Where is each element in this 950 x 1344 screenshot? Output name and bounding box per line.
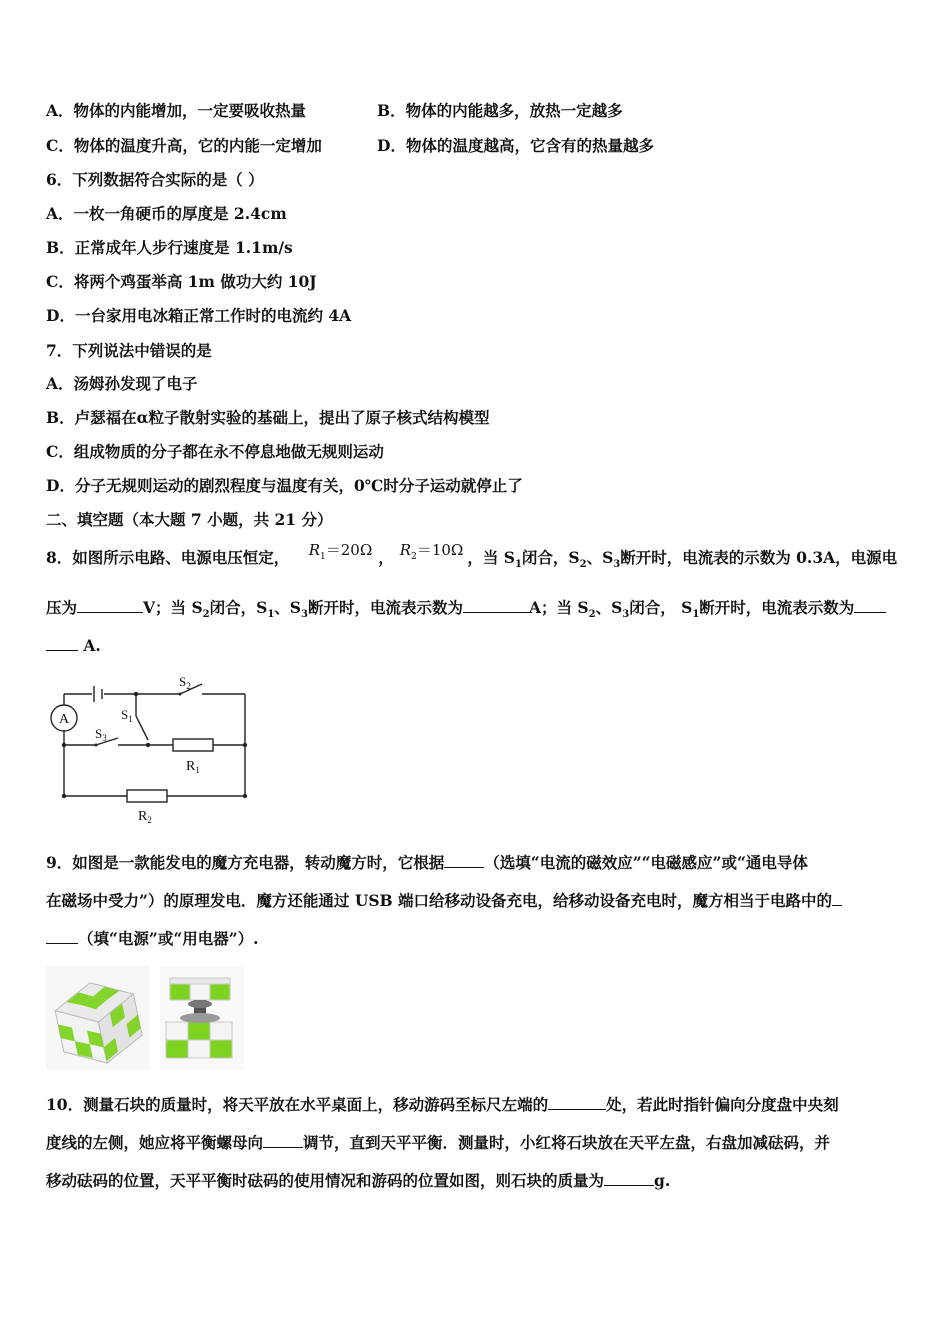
q7-stem: 7．下列说法中错误的是 — [46, 341, 212, 360]
q5-option-b: B．物体的内能越多，放热一定越多 — [377, 101, 623, 120]
q5-option-d: D．物体的温度越高，它含有的热量越多 — [377, 136, 654, 155]
s3-label: $S_3$ — [95, 726, 107, 743]
r1-label: $R_1$ — [186, 759, 200, 775]
q10-blank-3[interactable] — [604, 1171, 654, 1186]
q10-blank-1[interactable] — [548, 1095, 606, 1110]
q9-line2: 在磁场中受力”）的原理发电．魔方还能通过 USB 端口给移动设备充电，给移动设备充电时，魔方相当于电路中的 — [46, 890, 842, 912]
q5-options-row2 — [46, 135, 654, 157]
q10-line1: 10．测量石块的质量时，将天平放在水平桌面上，移动游码至标尺左端的 处，若此时指针偏向分度盘中央刻 — [46, 1095, 839, 1114]
ammeter-label: A — [58, 712, 70, 727]
s1-label: $S_1$ — [121, 707, 133, 724]
q8-blank-2[interactable] — [463, 598, 529, 613]
magic-cube-image-2 — [160, 966, 244, 1070]
q7-option-b: B．卢瑟福在α粒子散射实验的基础上，提出了原子核式结构模型 — [46, 408, 490, 427]
r2-resistor — [127, 790, 167, 802]
q6-option-a: A．一枚一角硬币的厚度是 2.4cm — [46, 204, 287, 223]
q8-line2: 压为 V；当 $S_2$闭合，$S_1$、$S_3$断开时，电流表示数为 A；当 $S_2$、$S_3$闭合， $S_1$断开时，电流表示数为 — [46, 597, 886, 626]
q9-line3: （填“电源”或“用电器”）. — [46, 928, 259, 950]
q9-blank-1[interactable] — [444, 853, 484, 868]
q9-blank-2b[interactable] — [46, 929, 78, 944]
q7-option-c: C．组成物质的分子都在永不停息地做无规则运动 — [46, 442, 384, 461]
r1-resistor — [173, 739, 213, 751]
q10-blank-2[interactable] — [263, 1133, 303, 1148]
q6-option-d: D．一台家用电冰箱正常工作时的电流约 4A — [46, 306, 352, 325]
q10-line2: 度线的左侧，她应将平衡螺母向 调节，直到天平平衡．测量时，小红将石块放在天平左盘，右盘加减砝码，并 — [46, 1133, 831, 1152]
q7-option-d: D．分子无规则运动的剧烈程度与温度有关，0℃时分子运动就停止了 — [46, 476, 523, 495]
q9-blank-2a[interactable] — [832, 891, 842, 906]
s1-switch — [136, 716, 148, 740]
q6-stem: 6．下列数据符合实际的是（ ） — [46, 170, 264, 189]
q5-option-c: C．物体的温度升高，它的内能一定增加 — [46, 136, 322, 155]
r2-label: $R_2$ — [138, 809, 152, 825]
q10-line3: 移动砝码的位置，天平平衡时砝码的使用情况和游码的位置如图，则石块的质量为 g. — [46, 1171, 671, 1190]
circuit-diagram — [40, 672, 260, 832]
q8-blank-1[interactable] — [77, 598, 143, 613]
q8-blank-3a[interactable] — [854, 598, 886, 613]
section-heading: 二、填空题（本大题 7 小题，共 21 分） — [46, 510, 333, 529]
q7-option-a: A．汤姆孙发现了电子 — [46, 374, 198, 393]
q8-blank-3b[interactable] — [46, 636, 78, 651]
magic-cube-image-1 — [46, 966, 150, 1070]
q6-option-b: B．正常成年人步行速度是 1.1m/s — [46, 238, 293, 257]
q8-line1: 8．如图所示电路、电源电压恒定， $R_1=20\Omega$ ， $R_2=10\Omega$ ，当 $S_1$闭合，$S_2$、$S_3$断开时，电流表的示数为 0.3A，电源电 — [46, 541, 898, 571]
q9-line1: 9．如图是一款能发电的魔方充电器，转动魔方时，它根据 （选填“电流的磁效应”“电磁感应”或“通电导体 — [46, 853, 808, 872]
r2-formula: $R_2=10\Omega$ — [399, 541, 464, 562]
q8-line3: A. — [46, 635, 101, 657]
q6-option-c: C．将两个鸡蛋举高 1m 做功大约 10J — [46, 272, 317, 291]
q5-options-row1 — [46, 100, 623, 122]
r1-formula: $R_1=20\Omega$ — [308, 541, 373, 562]
s2-label: $S_2$ — [179, 674, 191, 691]
q5-option-a: A．物体的内能增加，一定要吸收热量 — [46, 101, 307, 120]
